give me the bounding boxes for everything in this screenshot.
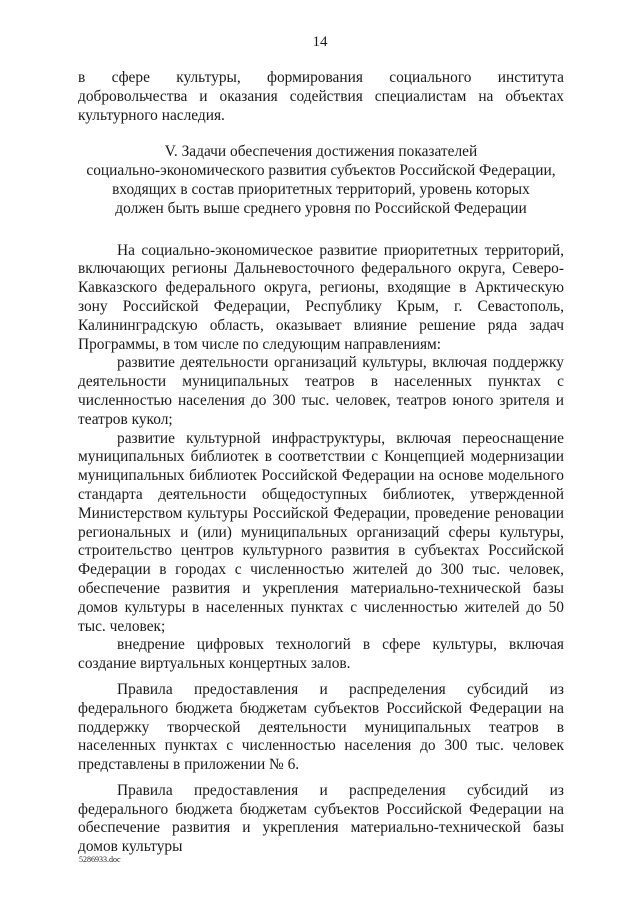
section-heading-line: входящих в состав приоритетных территорий, уровень которых [112, 180, 530, 198]
subsidy-rules-theatres-paragraph: Правила предоставления и распределения субсидий из федерального бюджета бюджетам субъектов Российской Федерации на поддержку творческой деятельности муниципальных театров в населенных пунктах с численностью населения до 300 тыс. человек представлены в приложении № 6. [78, 680, 564, 774]
list-item-infrastructure: развитие культурной инфраструктуры, включая переоснащение муниципальных библиотек в соответствии с Концепцией модернизации муниципальных библиотек Российской Федерации на основе модельного стандарта деятельности общедоступных библиотек, утвержденной Министерством культуры Российской Федерации, проведение реновации региональных и (или) муниципальных организаций сферы культуры, строительство центров культурного развития в субъектах Российской Федерации в городах с численностью жителей до 300 тыс. человек, обеспечение развития и укрепления материально-технической базы домов культуры в населенных пунктах с численностью жителей до 50 тыс. человек; [78, 429, 564, 635]
document-body [78, 69, 564, 857]
subsidy-rules-culture-houses-paragraph: Правила предоставления и распределения субсидий из федерального бюджета бюджетам субъектов Российской Федерации на обеспечение развития и укрепления материально-технической базы домов культуры [78, 781, 564, 856]
page-number: 14 [312, 34, 328, 50]
section-heading [78, 143, 564, 218]
section-heading-line: социально-экономического развития субъектов Российской Федерации, [86, 162, 556, 180]
section-heading-line: V. Задачи обеспечения достижения показателей [164, 143, 478, 161]
list-item-digital: внедрение цифровых технологий в сфере культуры, включая создание виртуальных концертных залов. [78, 636, 564, 673]
document-file-id: 5286933.doc [79, 855, 121, 864]
list-item-theatres: развитие деятельности организаций культуры, включая поддержку деятельности муниципальных театров в населенных пунктах с численностью населения до 300 тыс. человек, театров юного зрителя и театров кукол; [78, 354, 564, 428]
intro-paragraph: На социально-экономическое развитие приоритетных территорий, включающих регионы Дальневосточного федерального округа, Северо-Кавказского федерального округа, регионы, входящие в Арктическую зону Российской Федерации, Республику Крым, г. Севастополь, Калининградскую область, оказывает влияние решение ряда задач Программы, в том числе по следующим направлениям: [78, 241, 564, 353]
section-heading-line: должен быть выше среднего уровня по Российской Федерации [115, 199, 527, 217]
lead-paragraph: в сфере культуры, формирования социального института добровольчества и оказания содействия специалистам на объектах культурного наследия. [78, 69, 564, 124]
